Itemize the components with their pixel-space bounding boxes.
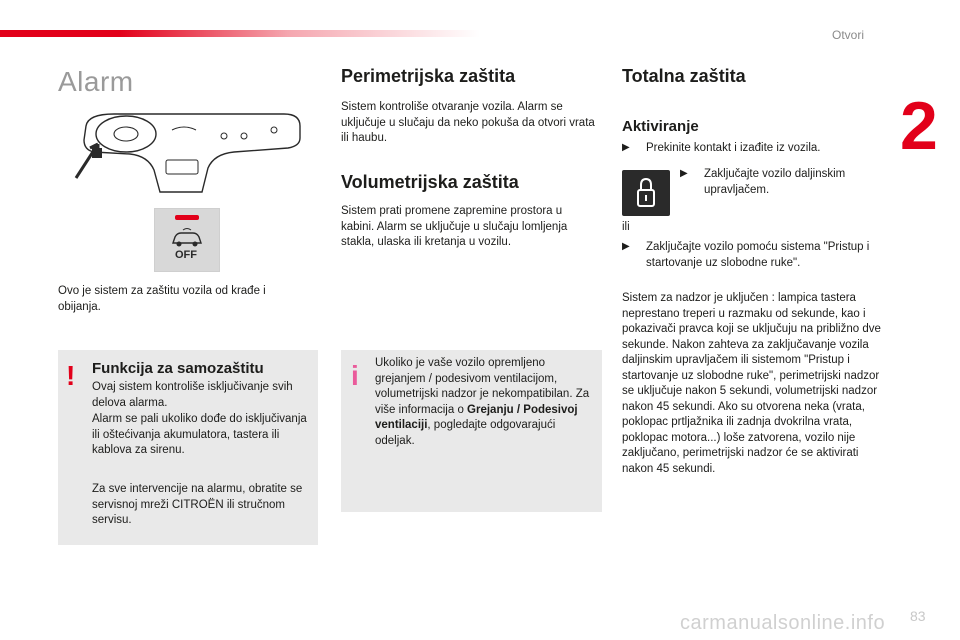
info-text-bold: Grejanju / Podesivoj ventilaciji xyxy=(375,403,578,431)
header-color-bar xyxy=(0,30,480,37)
middle-column xyxy=(341,60,603,340)
car-alarm-icon xyxy=(169,227,205,249)
page-title: Alarm xyxy=(58,66,134,97)
warning-title: Funkcija za samozaštitu xyxy=(92,360,264,377)
warning-box xyxy=(58,350,318,545)
bullet-icon: ▶ xyxy=(622,142,630,153)
volume-text: Sistem prati promene zapremine prostora u kabini. Alarm se uključuje u slučaju lomljenja stakla, ulaska ili kretanja u vozilu. xyxy=(341,205,568,248)
bullet-icon: ▶ xyxy=(680,168,688,179)
monitoring-text: Sistem za nadzor je uključen : lampica tastera neprestano treperi u razmaku od sekunde, kao i pokazivači pravca koji se uključuju na približno dve sekunde. Nakon zahteva za zaključavanje vozila daljinskim upravljačem ili sistemom "Pristup i startovanje uz slobodne ruke", perimetrijski nadzor se uključuje nakon 5 sekundi, volumetrijski nadzor nakon 45 sekundi. Ako su otvorena neka (vrata, poklopac prtljažnika ili zadnja dvokrilna vrata, poklopac motora...) loše zatvorena, vozilo nije zaključano, perimetrijski nadzor će se aktivirati nakon 45 sekundi. xyxy=(622,292,881,475)
step-3: Zaključajte vozilo pomoću sistema "Pristup i startovanje uz slobodne ruke". xyxy=(646,241,870,269)
step-2: Zaključajte vozilo daljinskim upravljačem. xyxy=(704,168,846,196)
info-icon: i xyxy=(351,360,359,391)
info-text-a: Ukoliko je vaše vozilo opremljeno grejanjem / podesivom ventilacijom, volumetrijski nadzor je nekompatibilan. Za više informacija o xyxy=(375,357,590,416)
lock-icon xyxy=(622,170,670,216)
volume-title: Volumetrijska zaštita xyxy=(341,172,519,192)
total-protection-title: Totalna zaštita xyxy=(622,66,746,86)
warning-text-2: Alarm se pali ukoliko dođe do isključivanja ili oštećivanja akumulatora, tastera ili kablova za sirenu. xyxy=(92,413,307,456)
dashboard-illustration xyxy=(74,108,302,196)
warning-text-1: Ovaj sistem kontroliše isključivanje svih delova alarma. xyxy=(92,381,293,409)
or-text: ili xyxy=(622,221,630,233)
bullet-icon: ▶ xyxy=(622,241,630,252)
off-label: OFF xyxy=(175,249,197,261)
step-1: Prekinite kontakt i izađite iz vozila. xyxy=(646,142,821,154)
chapter-number: 2 xyxy=(900,88,938,164)
info-text xyxy=(375,356,597,449)
alarm-off-button-image xyxy=(154,208,220,272)
watermark: carmanualsonline.info xyxy=(680,612,886,634)
page-number: 83 xyxy=(910,608,926,624)
intro-text: Ovo je sistem za zaštitu vozila od krađe i obijanja. xyxy=(58,285,266,313)
info-text-b: , pogledajte odgovarajući odeljak. xyxy=(375,419,556,447)
perimeter-text: Sistem kontroliše otvaranje vozila. Alarm se uključuje u slučaju da neko pokuša da otvori vrata ili haubu. xyxy=(341,101,595,144)
activation-subtitle: Aktiviranje xyxy=(622,118,699,135)
right-column xyxy=(622,60,892,520)
warning-text-3: Za sve intervencije na alarmu, obratite se servisnoj mreži CITROËN ili stručnom servisu. xyxy=(92,483,303,526)
left-column xyxy=(58,60,320,350)
exclamation-icon: ! xyxy=(66,360,76,391)
lock-key-tile xyxy=(622,170,670,216)
info-box xyxy=(341,350,602,512)
perimeter-title: Perimetrijska zaštita xyxy=(341,66,516,86)
section-label: Otvori xyxy=(832,28,865,42)
